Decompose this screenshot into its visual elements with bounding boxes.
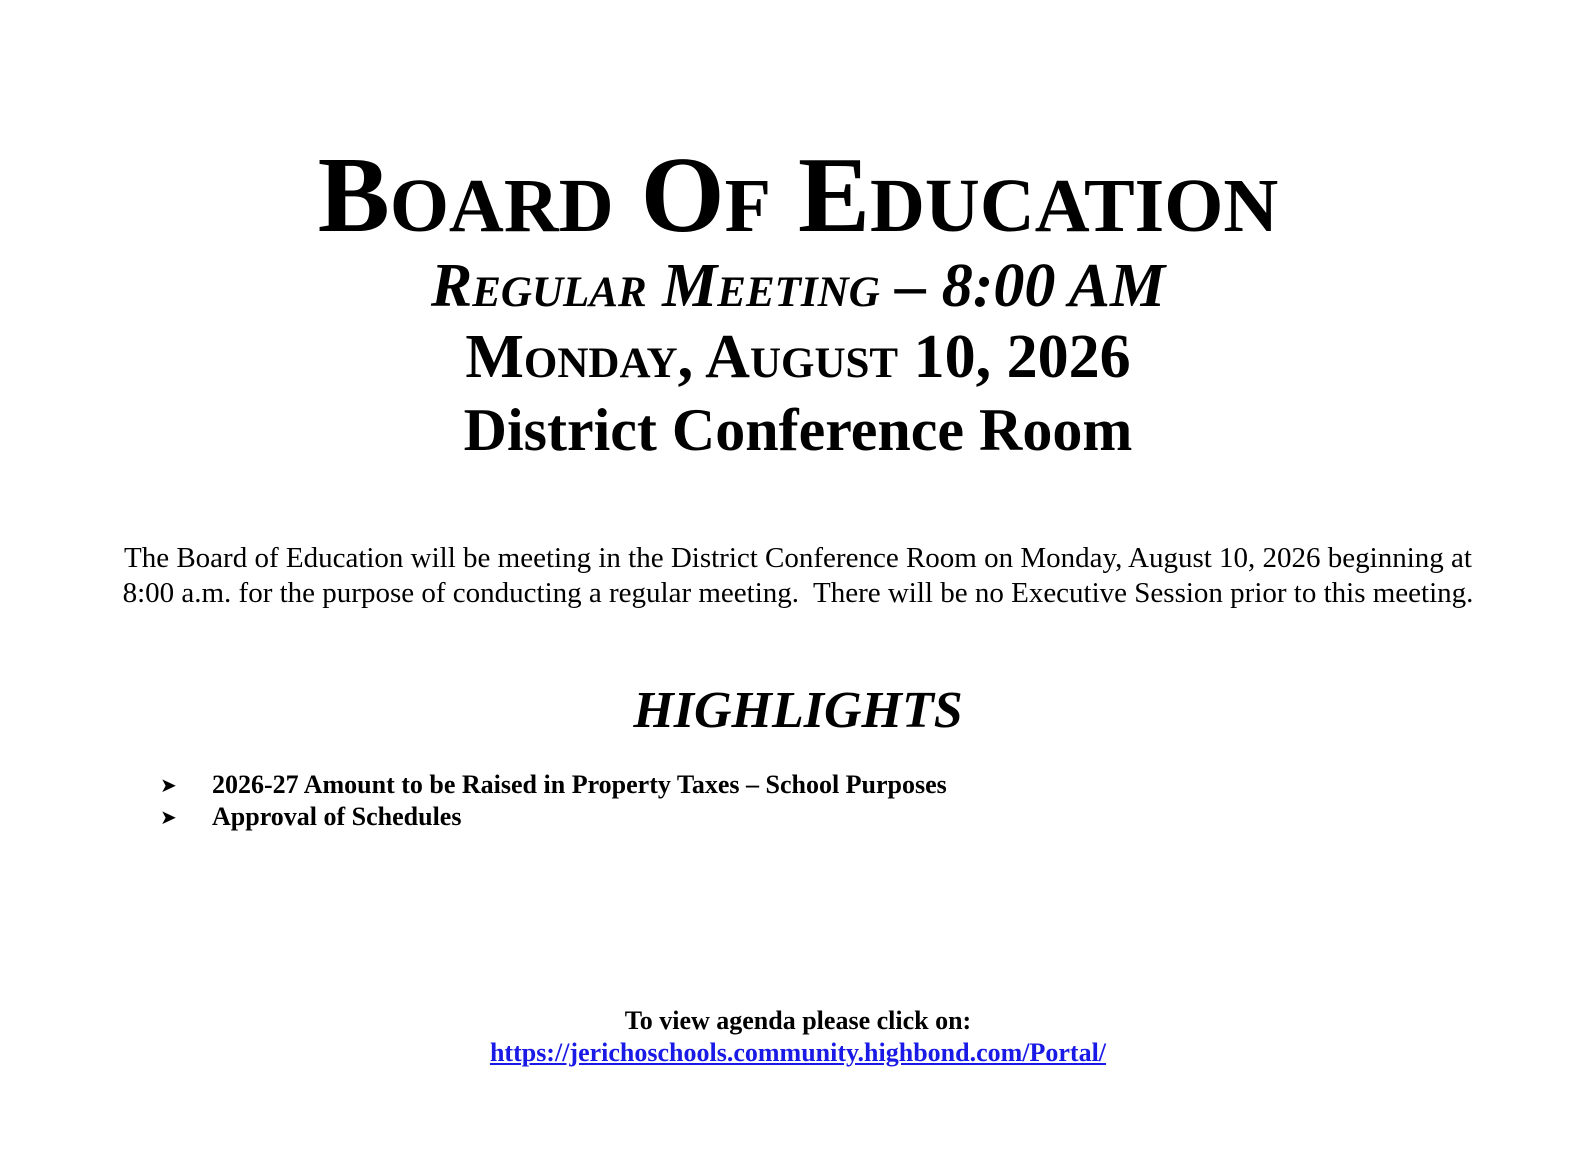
highlight-item-text: 2026-27 Amount to be Raised in Property Taxes – School Purposes xyxy=(212,770,947,799)
highlight-item xyxy=(160,801,947,833)
page-title: Board Of Education xyxy=(317,136,1279,255)
announcement-paragraph xyxy=(60,541,1536,611)
arrowhead-bullet-icon: ➤ xyxy=(160,773,177,797)
agenda-link-container xyxy=(0,1037,1596,1069)
highlight-item xyxy=(160,769,947,801)
arrowhead-bullet-icon: ➤ xyxy=(160,805,177,829)
highlight-item-text: Approval of Schedules xyxy=(212,802,462,831)
announcement-line-1: The Board of Education will be meeting in the District Conference Room on Monday, August 10, 2026 beginning at xyxy=(124,542,1472,574)
meeting-type: Regular Meeting – 8:00 AM xyxy=(430,252,1166,320)
highlights-heading: HIGHLIGHTS xyxy=(633,682,963,739)
meeting-location: District Conference Room xyxy=(463,397,1133,463)
meeting-date: Monday, August 10, 2026 xyxy=(465,323,1131,391)
agenda-label: To view agenda please click on: xyxy=(624,1006,972,1035)
highlights-list xyxy=(160,769,947,833)
announcement-line-2: 8:00 a.m. for the purpose of conducting a regular meeting. There will be no Executive Session prior to this meeting. xyxy=(122,577,1474,609)
agenda-portal-link[interactable]: https://jerichoschools.community.highbond.com/Portal/ xyxy=(489,1038,1107,1067)
